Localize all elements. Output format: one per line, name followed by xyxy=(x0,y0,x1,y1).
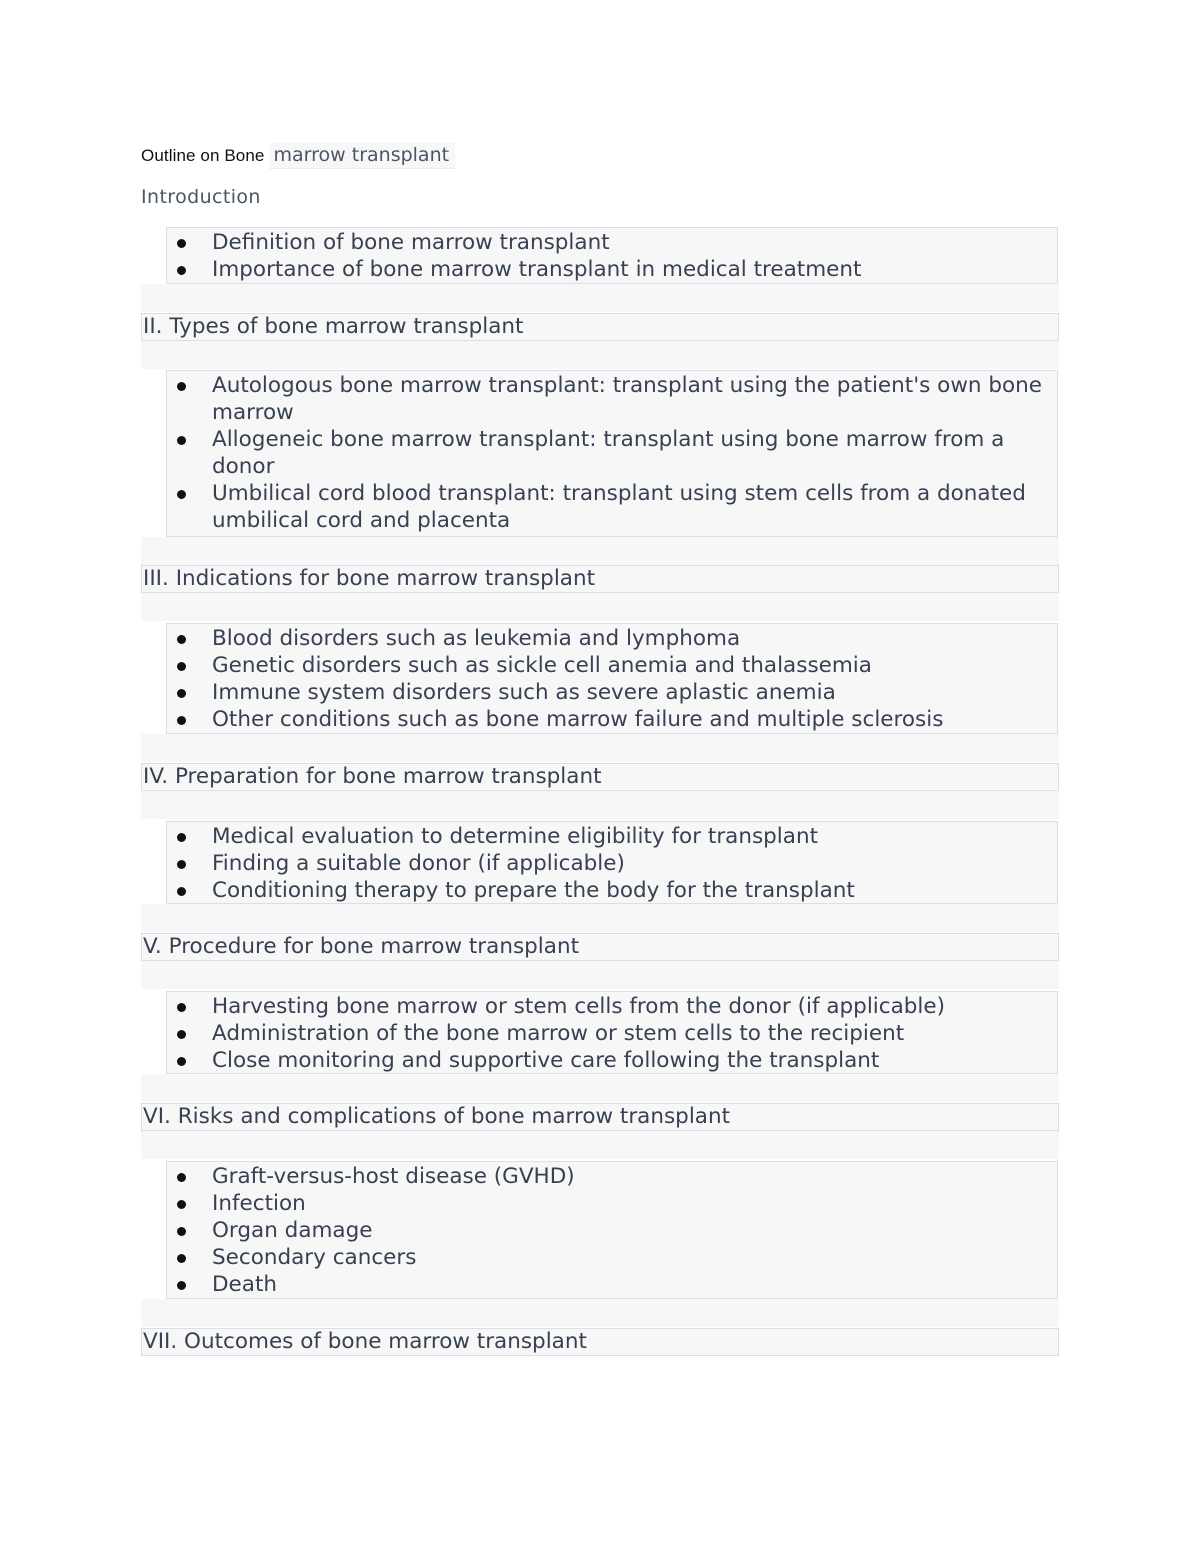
section-spacer xyxy=(141,284,1059,312)
list-item: Finding a suitable donor (if applicable) xyxy=(167,850,1057,877)
bullet-icon xyxy=(177,266,186,275)
bullet-icon xyxy=(177,635,186,644)
list-item: Other conditions such as bone marrow failure and multiple sclerosis xyxy=(167,706,1057,733)
section-spacer xyxy=(141,537,1059,565)
bullet-icon xyxy=(177,833,186,842)
section-heading-indications: III. Indications for bone marrow transplant xyxy=(141,565,1059,593)
section-spacer xyxy=(141,1131,1059,1159)
section-spacer xyxy=(141,791,1059,819)
bullet-icon xyxy=(177,1227,186,1236)
bullet-icon xyxy=(177,662,186,671)
bullet-icon xyxy=(177,887,186,896)
list-item: Graft-versus-host disease (GVHD) xyxy=(167,1163,1057,1190)
section-spacer xyxy=(141,1299,1059,1327)
list-item: Blood disorders such as leukemia and lymphoma xyxy=(167,625,1057,652)
list-item: Allogeneic bone marrow transplant: transplant using bone marrow from a donor xyxy=(167,426,1057,480)
title-part-1: Outline on Bone xyxy=(141,146,265,165)
section-heading-types: II. Types of bone marrow transplant xyxy=(141,313,1059,341)
section-spacer xyxy=(141,341,1059,369)
bullet-icon xyxy=(177,1030,186,1039)
list-item: Harvesting bone marrow or stem cells from the donor (if applicable) xyxy=(167,993,1057,1020)
bullet-icon xyxy=(177,490,186,499)
list-item: Immune system disorders such as severe aplastic anemia xyxy=(167,679,1057,706)
indications-list xyxy=(166,623,1058,734)
list-item: Infection xyxy=(167,1190,1057,1217)
introduction-label: Introduction xyxy=(141,186,261,208)
bullet-icon xyxy=(177,1254,186,1263)
list-item: Organ damage xyxy=(167,1217,1057,1244)
list-item: Medical evaluation to determine eligibility for transplant xyxy=(167,823,1057,850)
section-heading-risks: VI. Risks and complications of bone marrow transplant xyxy=(141,1103,1059,1131)
bullet-icon xyxy=(177,716,186,725)
section-spacer xyxy=(141,593,1059,621)
document-title xyxy=(141,143,455,169)
bullet-icon xyxy=(177,689,186,698)
bullet-icon xyxy=(177,382,186,391)
section-heading-outcomes: VII. Outcomes of bone marrow transplant xyxy=(141,1328,1059,1356)
bullet-icon xyxy=(177,1173,186,1182)
list-item: Conditioning therapy to prepare the body for the transplant xyxy=(167,877,1057,904)
risks-list xyxy=(166,1161,1058,1299)
preparation-list xyxy=(166,821,1058,904)
list-item: Autologous bone marrow transplant: transplant using the patient's own bone marrow xyxy=(167,372,1057,426)
bullet-icon xyxy=(177,1057,186,1066)
bullet-icon xyxy=(177,1200,186,1209)
introduction-list xyxy=(166,227,1058,284)
list-item: Close monitoring and supportive care following the transplant xyxy=(167,1047,1057,1074)
section-heading-procedure: V. Procedure for bone marrow transplant xyxy=(141,933,1059,961)
procedure-list xyxy=(166,991,1058,1074)
list-item: Umbilical cord blood transplant: transplant using stem cells from a donated umbilical cord and placenta xyxy=(167,480,1057,534)
list-item: Administration of the bone marrow or stem cells to the recipient xyxy=(167,1020,1057,1047)
bullet-icon xyxy=(177,436,186,445)
section-spacer xyxy=(141,904,1059,932)
section-spacer xyxy=(141,734,1059,762)
bullet-icon xyxy=(177,1281,186,1290)
bullet-icon xyxy=(177,860,186,869)
section-heading-preparation: IV. Preparation for bone marrow transplant xyxy=(141,763,1059,791)
list-item: Importance of bone marrow transplant in medical treatment xyxy=(167,256,1057,283)
title-part-2: marrow transplant xyxy=(270,143,456,169)
bullet-icon xyxy=(177,239,186,248)
list-item: Death xyxy=(167,1271,1057,1298)
list-item: Definition of bone marrow transplant xyxy=(167,229,1057,256)
section-spacer xyxy=(141,1074,1059,1102)
types-list xyxy=(166,370,1058,537)
list-item: Genetic disorders such as sickle cell anemia and thalassemia xyxy=(167,652,1057,679)
bullet-icon xyxy=(177,1003,186,1012)
section-spacer xyxy=(141,961,1059,989)
list-item: Secondary cancers xyxy=(167,1244,1057,1271)
